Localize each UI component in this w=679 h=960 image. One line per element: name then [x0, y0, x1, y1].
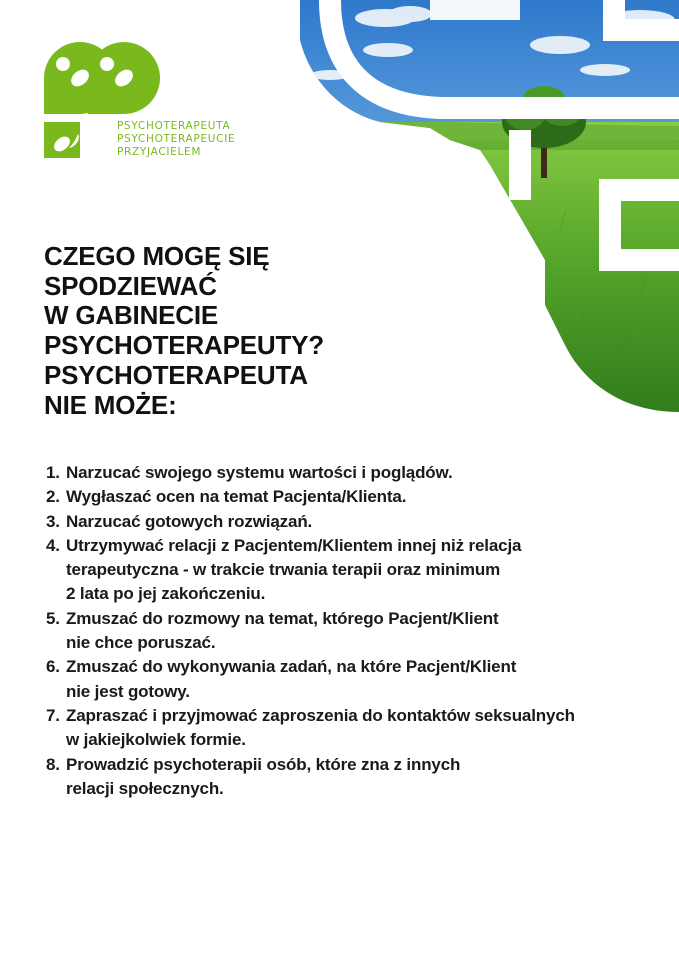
tagline-line: PRZYJACIELEM: [117, 146, 202, 158]
rule-item: [46, 510, 666, 534]
rule-text-line: Zmuszać do rozmowy na temat, którego Pacjent/Klient: [66, 608, 499, 628]
rule-number: 8.: [46, 754, 60, 774]
tagline-line: PSYCHOTERAPEUCIE: [117, 133, 236, 145]
rule-text: [66, 510, 666, 534]
rule-number: 3.: [46, 511, 60, 531]
title-line: NIE MOŻE:: [44, 389, 177, 420]
rule-text: [66, 534, 666, 607]
title-line: CZEGO MOGĘ SIĘ: [44, 241, 270, 271]
rule-text: [66, 461, 666, 485]
rule-text: [66, 704, 666, 753]
rule-text-line: Utrzymywać relacji z Pacjentem/Klientem innej niż relacja: [66, 535, 522, 555]
rule-item: [46, 534, 666, 607]
brand-tagline: [117, 120, 297, 159]
rule-text-line: Narzucać swojego systemu wartości i poglądów.: [66, 463, 453, 482]
rule-number: 5.: [46, 608, 60, 628]
rule-text-line: w jakiejkolwiek formie.: [66, 730, 246, 750]
rule-text-line: Zmuszać do wykonywania zadań, na które Pacjent/Klient: [66, 657, 517, 677]
rule-item: [46, 753, 666, 802]
page-title: [44, 242, 454, 420]
rule-item: [46, 607, 666, 656]
rule-text-line: nie chce poruszać.: [66, 633, 216, 653]
title-line: SPODZIEWAĆ: [44, 270, 217, 301]
rule-text-line: Narzucać gotowych rozwiązań.: [66, 511, 313, 531]
rule-text: [66, 753, 666, 802]
rule-text-line: Wygłaszać ocen na temat Pacjenta/Klienta.: [66, 487, 407, 507]
rule-item: [46, 704, 666, 753]
rule-number: 1.: [46, 463, 60, 482]
title-line: W GABINECIE: [44, 300, 219, 331]
rule-text-line: relacji społecznych.: [66, 778, 224, 798]
rules-list: [46, 461, 666, 801]
tagline-line: PSYCHOTERAPEUTA: [117, 120, 231, 132]
rule-text-line: terapeutyczna - w trakcie trwania terapii oraz minimum: [66, 560, 501, 580]
title-line: PSYCHOTERAPEUTY?: [44, 330, 324, 361]
rule-number: 7.: [46, 705, 60, 725]
rule-text: [66, 655, 666, 704]
rule-item: [46, 461, 666, 485]
rule-item: [46, 655, 666, 704]
rule-text: [66, 485, 666, 509]
rule-number: 4.: [46, 535, 60, 555]
rule-text-line: 2 lata po jej zakończeniu.: [66, 584, 266, 604]
rule-text: [66, 607, 666, 656]
rule-number: 6.: [46, 657, 60, 677]
rule-text-line: Zapraszać i przyjmować zaproszenia do kontaktów seksualnych: [66, 705, 575, 725]
rule-text-line: nie jest gotowy.: [66, 681, 190, 701]
rule-number: 2.: [46, 487, 60, 507]
title-line: PSYCHOTERAPEUTA: [44, 359, 308, 390]
rule-text-line: Prowadzić psychoterapii osób, które zna z innych: [66, 754, 461, 774]
rule-item: [46, 485, 666, 509]
